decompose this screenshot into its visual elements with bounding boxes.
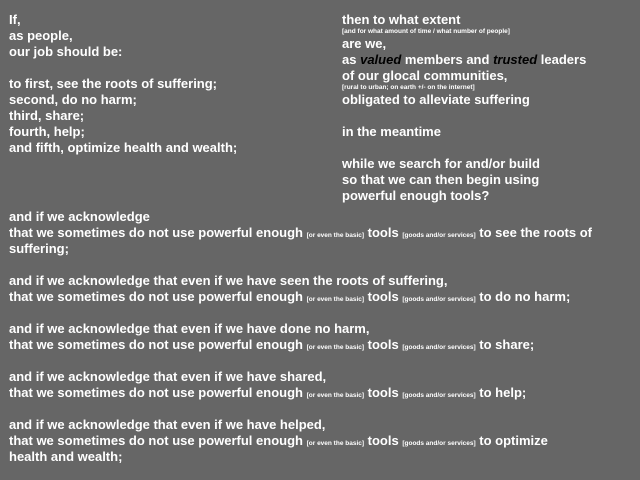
text-fragment: members and: [404, 52, 490, 67]
right-text-block: [342, 12, 632, 204]
text-line: [9, 433, 634, 449]
text-line: to first, see the roots of suffering;: [9, 76, 218, 91]
text-line: while we search for and/or build: [342, 156, 540, 171]
text-line: and if we acknowledge that even if we have shared,: [9, 369, 327, 384]
text-line: obligated to alleviate suffering: [342, 92, 530, 107]
text-fragment: as: [342, 52, 357, 67]
text-fragment: tools: [367, 385, 399, 400]
text-fragment: that we sometimes do not use powerful enough: [9, 433, 303, 448]
text-fragment: to share;: [479, 337, 535, 352]
text-fragment: that we sometimes do not use powerful enough: [9, 289, 303, 304]
bracket-note: [rural to urban; on earth +/- on the internet]: [342, 84, 475, 91]
text-line: and if we acknowledge that even if we have seen the roots of suffering,: [9, 273, 448, 288]
text-line: [9, 225, 634, 241]
text-line: and fifth, optimize health and wealth;: [9, 140, 238, 155]
text-line: second, do no harm;: [9, 92, 137, 107]
spacer: [9, 353, 634, 369]
inline-note: [or even the basic]: [306, 296, 365, 303]
text-fragment: that we sometimes do not use powerful enough: [9, 225, 303, 240]
spacer: [342, 108, 632, 124]
text-line: If,: [9, 12, 21, 27]
inline-note: [or even the basic]: [306, 440, 365, 447]
spacer: [9, 60, 329, 76]
inline-note: [or even the basic]: [306, 344, 365, 351]
inline-note: [goods and/or services]: [402, 232, 476, 239]
left-text-block: [9, 12, 329, 156]
text-fragment: tools: [367, 225, 399, 240]
text-line: and if we acknowledge: [9, 209, 150, 224]
emphasized-word: valued: [360, 52, 402, 67]
text-fragment: to do no harm;: [479, 289, 571, 304]
inline-note: [or even the basic]: [306, 392, 365, 399]
bottom-text-block: [9, 209, 634, 465]
text-fragment: tools: [367, 433, 399, 448]
text-fragment: tools: [367, 289, 399, 304]
inline-note: [goods and/or services]: [402, 392, 476, 399]
text-line: powerful enough tools?: [342, 188, 490, 203]
inline-note: [or even the basic]: [306, 232, 365, 239]
text-line: [342, 52, 632, 68]
text-line: health and wealth;: [9, 449, 123, 464]
text-line: so that we can then begin using: [342, 172, 540, 187]
text-fragment: to see the roots of: [479, 225, 592, 240]
text-fragment: to optimize: [479, 433, 548, 448]
text-line: suffering;: [9, 241, 69, 256]
emphasized-word: trusted: [493, 52, 538, 67]
text-line: third, share;: [9, 108, 85, 123]
text-line: our job should be:: [9, 44, 123, 59]
text-line: [9, 337, 634, 353]
text-line: fourth, help;: [9, 124, 85, 139]
text-line: [9, 289, 634, 305]
spacer: [9, 401, 634, 417]
text-fragment: leaders: [540, 52, 587, 67]
text-fragment: that we sometimes do not use powerful enough: [9, 337, 303, 352]
text-line: [9, 385, 634, 401]
spacer: [9, 305, 634, 321]
text-fragment: to help;: [479, 385, 527, 400]
bracket-note: [and for what amount of time / what number of people]: [342, 28, 510, 35]
text-line: and if we acknowledge that even if we have helped,: [9, 417, 326, 432]
inline-note: [goods and/or services]: [402, 440, 476, 447]
text-fragment: tools: [367, 337, 399, 352]
inline-note: [goods and/or services]: [402, 344, 476, 351]
text-fragment: that we sometimes do not use powerful enough: [9, 385, 303, 400]
text-line: and if we acknowledge that even if we have done no harm,: [9, 321, 370, 336]
text-line: in the meantime: [342, 124, 441, 139]
text-line: then to what extent: [342, 12, 461, 27]
inline-note: [goods and/or services]: [402, 296, 476, 303]
spacer: [342, 140, 632, 156]
spacer: [9, 257, 634, 273]
text-line: as people,: [9, 28, 73, 43]
text-line: are we,: [342, 36, 387, 51]
text-line: of our glocal communities,: [342, 68, 508, 83]
